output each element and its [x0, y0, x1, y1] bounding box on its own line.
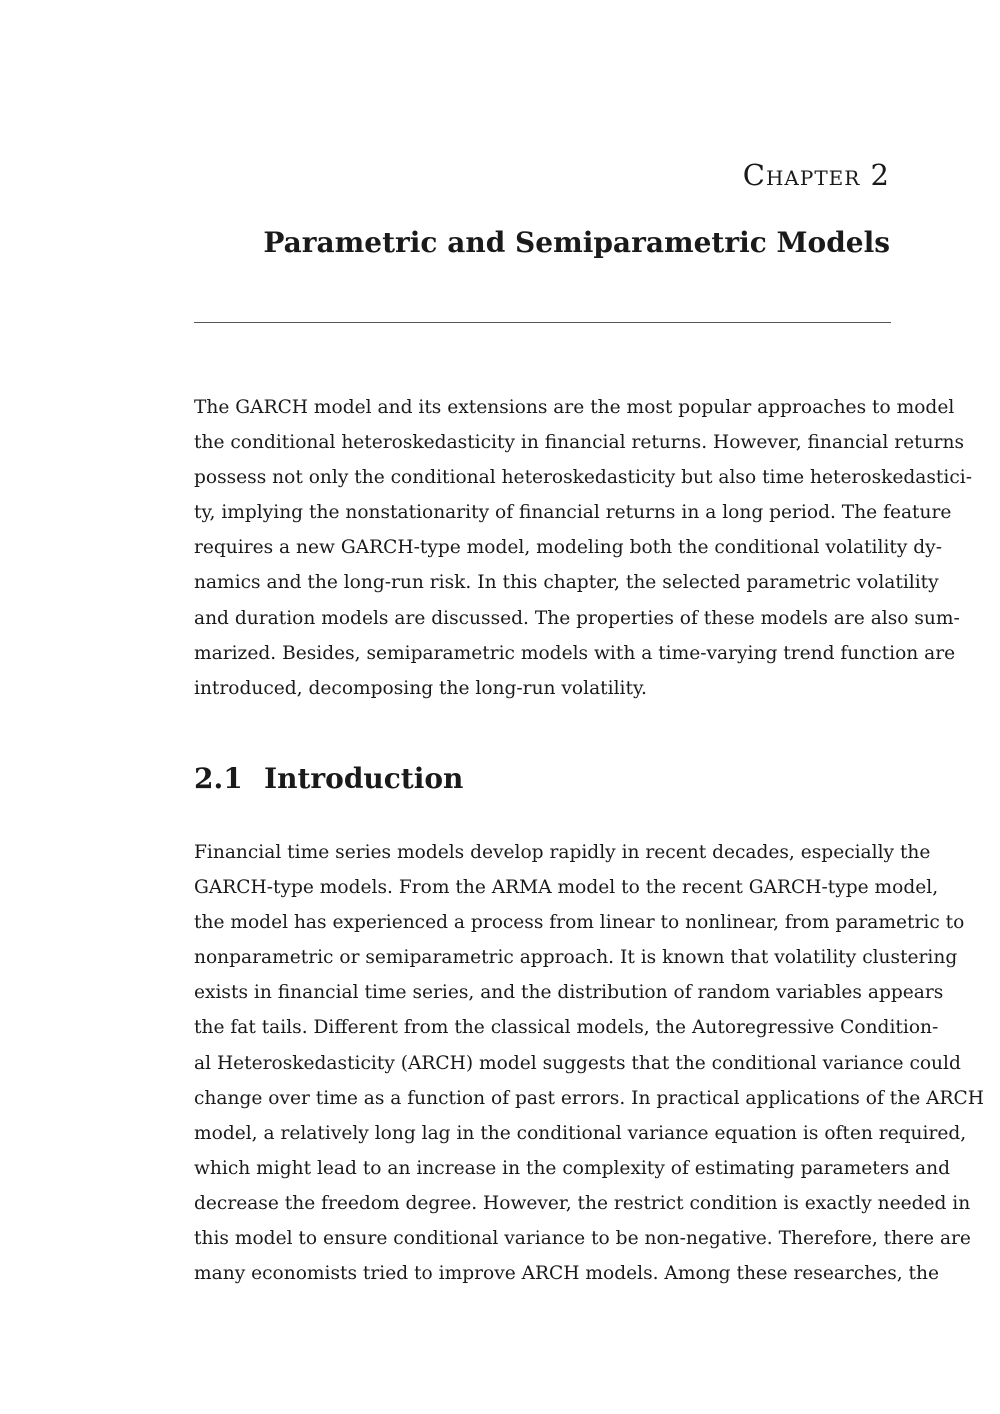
- chapter-divider: [194, 322, 891, 323]
- body-line: many economists tried to improve ARCH models. Among these researches, the: [194, 1263, 940, 1285]
- body-line: GARCH-type models. From the ARMA model to the recent GARCH-type model,: [194, 877, 939, 899]
- body-line: which might lead to an increase in the complexity of estimating parameters and: [194, 1157, 950, 1179]
- body-line: decrease the freedom degree. However, the restrict condition is exactly needed in: [194, 1192, 971, 1214]
- section-number: 2.1: [194, 762, 243, 795]
- chapter-title: Parametric and Semiparametric Models: [263, 226, 890, 259]
- body-line: model, a relatively long lag in the conditional variance equation is often required,: [194, 1122, 967, 1144]
- section-title: Introduction: [264, 762, 464, 795]
- chapter-label: Chapter 2: [742, 158, 890, 192]
- body-line: the fat tails. Different from the classical models, the Autoregressive Condition-: [194, 1017, 939, 1039]
- body-line: exists in financial time series, and the distribution of random variables appears: [194, 982, 944, 1004]
- chapter-abstract: [194, 390, 972, 706]
- abstract-line: marized. Besides, semiparametric models with a time-varying trend function are: [194, 642, 956, 664]
- abstract-line: namics and the long-run risk. In this chapter, the selected parametric volatility: [194, 572, 939, 594]
- abstract-line: requires a new GARCH-type model, modeling both the conditional volatility dy-: [194, 537, 942, 559]
- body-line: Financial time series models develop rapidly in recent decades, especially the: [194, 842, 931, 863]
- abstract-line: ty, implying the nonstationarity of financial returns in a long period. The feature: [194, 502, 952, 524]
- abstract-line: introduced, decomposing the long-run volatility.: [194, 677, 647, 699]
- abstract-line: The GARCH model and its extensions are the most popular approaches to model: [194, 397, 955, 418]
- body-line: al Heteroskedasticity (ARCH) model suggests that the conditional variance could: [194, 1052, 961, 1074]
- body-line: nonparametric or semiparametric approach. It is known that volatility clustering: [194, 947, 958, 969]
- section-heading: [194, 762, 463, 795]
- introduction-body: [194, 835, 984, 1291]
- body-line: the model has experienced a process from linear to nonlinear, from parametric to: [194, 912, 965, 934]
- body-line: this model to ensure conditional variance to be non-negative. Therefore, there are: [194, 1228, 971, 1250]
- abstract-line: possess not only the conditional heteroskedasticity but also time heteroskedastici-: [194, 467, 972, 489]
- abstract-line: and duration models are discussed. The properties of these models are also sum-: [194, 607, 960, 629]
- abstract-line: the conditional heteroskedasticity in financial returns. However, financial returns: [194, 432, 964, 454]
- body-line: change over time as a function of past errors. In practical applications of the ARCH: [194, 1087, 984, 1109]
